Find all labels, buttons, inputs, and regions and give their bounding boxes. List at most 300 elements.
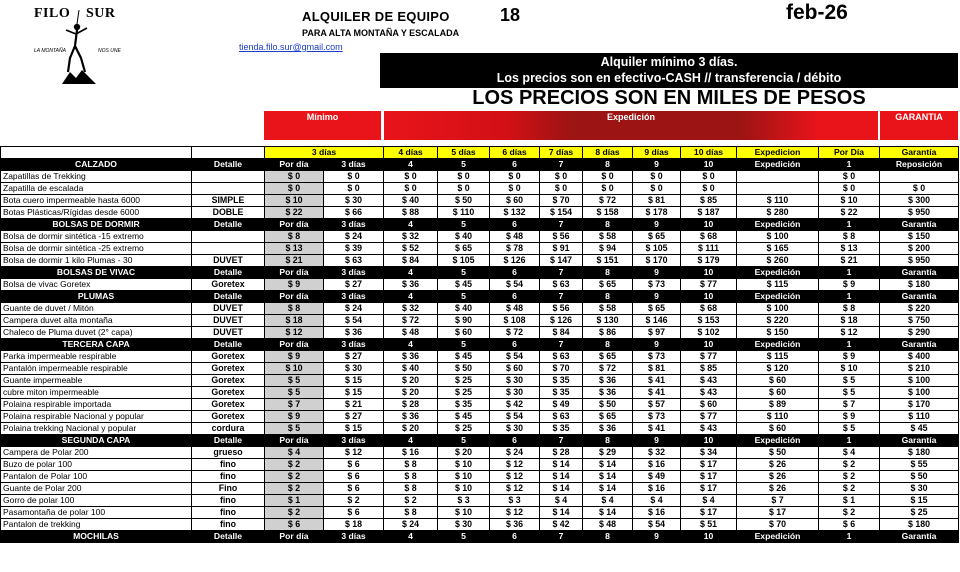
item-name: Pantalón impermeable respirable	[1, 363, 192, 375]
table-row	[1, 171, 959, 183]
price-cell: $ 73	[633, 279, 681, 291]
price-cell: $ 15	[324, 423, 384, 435]
price-cell: $ 110	[438, 207, 490, 219]
price-cell: $ 73	[633, 351, 681, 363]
price-cell: $ 9	[819, 351, 880, 363]
price-cell: $ 24	[324, 231, 384, 243]
price-cell: $ 180	[880, 279, 959, 291]
price-cell: $ 65	[633, 231, 681, 243]
category-header-cell: 7	[540, 435, 583, 447]
category-header-cell: Garantía	[880, 531, 959, 543]
price-per-day: $ 0	[265, 183, 324, 195]
price-per-day: $ 2	[265, 459, 324, 471]
price-cell: $ 60	[438, 327, 490, 339]
price-cell: $ 49	[540, 399, 583, 411]
item-detail: Goretex	[192, 375, 265, 387]
category-header-cell: Detalle	[192, 339, 265, 351]
price-cell: $ 40	[438, 231, 490, 243]
price-cell: $ 170	[633, 255, 681, 267]
category-title: BOLSAS DE DORMIR	[1, 219, 192, 231]
category-title: PLUMAS	[1, 291, 192, 303]
category-header-row	[1, 267, 959, 279]
price-cell: $ 60	[737, 423, 819, 435]
price-cell: $ 34	[681, 447, 737, 459]
price-cell: $ 20	[384, 387, 438, 399]
category-header-cell: Garantía	[880, 435, 959, 447]
price-cell: $ 18	[819, 315, 880, 327]
days-header-cell: 10 días	[681, 147, 737, 159]
category-header-cell: 4	[384, 219, 438, 231]
price-cell: $ 63	[324, 255, 384, 267]
item-detail: cordura	[192, 423, 265, 435]
price-cell: $ 24	[324, 303, 384, 315]
price-cell: $ 77	[681, 351, 737, 363]
price-cell: $ 0	[681, 183, 737, 195]
category-header-cell: 6	[490, 219, 540, 231]
price-cell: $ 10	[438, 459, 490, 471]
price-cell: $ 30	[490, 387, 540, 399]
category-header-cell: 7	[540, 267, 583, 279]
price-cell: $ 18	[324, 519, 384, 531]
price-cell: $ 3	[438, 495, 490, 507]
price-cell: $ 25	[438, 387, 490, 399]
price-cell: $ 43	[681, 375, 737, 387]
category-header-cell: Por día	[265, 531, 324, 543]
price-cell: $ 50	[438, 195, 490, 207]
price-cell: $ 400	[880, 351, 959, 363]
price-cell: $ 8	[384, 459, 438, 471]
notice-line-2: Los precios son en efectivo-CASH // transferencia / débito	[496, 71, 842, 85]
category-title: MOCHILAS	[1, 531, 192, 543]
category-header-cell: Expedición	[737, 291, 819, 303]
price-cell: $ 9	[819, 279, 880, 291]
category-header-cell: 7	[540, 159, 583, 171]
item-name: Parka impermeable respirable	[1, 351, 192, 363]
price-cell: $ 146	[633, 315, 681, 327]
item-name: Polaina respirable Nacional y popular	[1, 411, 192, 423]
price-cell: $ 7	[737, 495, 819, 507]
price-cell: $ 12	[490, 483, 540, 495]
category-header-cell: Detalle	[192, 159, 265, 171]
category-header-cell: 4	[384, 531, 438, 543]
item-detail: Goretex	[192, 411, 265, 423]
table-row	[1, 459, 959, 471]
price-cell: $ 63	[540, 351, 583, 363]
price-cell: $ 58	[583, 303, 633, 315]
category-header-cell: 7	[540, 339, 583, 351]
category-header-cell: 7	[540, 291, 583, 303]
price-cell: $ 200	[880, 243, 959, 255]
brand-logo	[34, 4, 128, 86]
category-header-cell: 3 días	[324, 159, 384, 171]
category-header-cell: Expedición	[737, 159, 819, 171]
days-header-cell: Expedicion	[737, 147, 819, 159]
price-cell: $ 179	[681, 255, 737, 267]
price-cell: $ 26	[737, 483, 819, 495]
price-cell: $ 4	[540, 495, 583, 507]
table-row	[1, 375, 959, 387]
item-detail: DUVET	[192, 303, 265, 315]
price-cell: $ 45	[438, 411, 490, 423]
item-name: Pantalon de trekking	[1, 519, 192, 531]
price-cell: $ 35	[540, 375, 583, 387]
table-row	[1, 519, 959, 531]
list-number: 18	[500, 5, 521, 25]
price-per-day: $ 9	[265, 411, 324, 423]
category-header-cell: 6	[490, 435, 540, 447]
price-cell: $ 54	[490, 351, 540, 363]
price-cell: $ 110	[737, 411, 819, 423]
price-cell: $ 40	[384, 195, 438, 207]
price-cell: $ 36	[324, 327, 384, 339]
category-header-cell: 4	[384, 159, 438, 171]
price-cell: $ 6	[324, 507, 384, 519]
price-cell: $ 35	[540, 423, 583, 435]
price-cell: $ 36	[384, 279, 438, 291]
category-header-cell: 10	[681, 159, 737, 171]
price-cell: $ 0	[633, 183, 681, 195]
category-header-cell: 8	[583, 435, 633, 447]
price-cell: $ 4	[633, 495, 681, 507]
logo-tagline-left: LA MONTAÑA	[34, 48, 66, 54]
price-cell: $ 35	[540, 387, 583, 399]
price-cell: $ 0	[384, 183, 438, 195]
price-cell: $ 165	[737, 243, 819, 255]
category-header-cell: Garantía	[880, 339, 959, 351]
days-header-cell: Por Día	[819, 147, 880, 159]
price-cell: $ 15	[324, 375, 384, 387]
category-header-cell: 9	[633, 159, 681, 171]
category-header-cell: Expedición	[737, 339, 819, 351]
price-cell: $ 63	[540, 411, 583, 423]
item-detail	[192, 183, 265, 195]
price-cell: $ 73	[633, 411, 681, 423]
category-header-cell: 9	[633, 219, 681, 231]
category-header-cell: Por día	[265, 267, 324, 279]
price-cell: $ 14	[540, 507, 583, 519]
price-cell: $ 0	[540, 171, 583, 183]
item-detail: fino	[192, 471, 265, 483]
item-name: Guante de Polar 200	[1, 483, 192, 495]
category-header-cell: Detalle	[192, 267, 265, 279]
price-cell: $ 10	[438, 471, 490, 483]
price-cell: $ 89	[737, 399, 819, 411]
price-cell: $ 42	[490, 399, 540, 411]
category-header-cell: Expedición	[737, 531, 819, 543]
price-cell: $ 78	[490, 243, 540, 255]
category-header-cell: 10	[681, 339, 737, 351]
category-header-cell: 4	[384, 339, 438, 351]
price-per-day: $ 0	[265, 171, 324, 183]
price-cell: $ 17	[681, 471, 737, 483]
price-cell: $ 30	[324, 195, 384, 207]
price-cell: $ 48	[490, 231, 540, 243]
price-cell: $ 10	[819, 195, 880, 207]
table-row	[1, 315, 959, 327]
category-header-row	[1, 219, 959, 231]
price-cell: $ 68	[681, 303, 737, 315]
price-cell: $ 49	[633, 471, 681, 483]
price-cell: $ 0	[438, 171, 490, 183]
price-cell: $ 6	[324, 459, 384, 471]
price-cell: $ 24	[490, 447, 540, 459]
price-per-day: $ 12	[265, 327, 324, 339]
price-cell: $ 126	[540, 315, 583, 327]
price-cell: $ 21	[324, 399, 384, 411]
price-cell: $ 36	[490, 519, 540, 531]
price-per-day: $ 6	[265, 519, 324, 531]
price-cell: $ 35	[438, 399, 490, 411]
item-name: Zapatilla de escalada	[1, 183, 192, 195]
price-per-day: $ 5	[265, 423, 324, 435]
price-cell: $ 14	[540, 459, 583, 471]
price-cell: $ 4	[819, 447, 880, 459]
table-row	[1, 243, 959, 255]
category-header-cell: 9	[633, 435, 681, 447]
price-cell: $ 100	[880, 387, 959, 399]
price-cell: $ 50	[737, 447, 819, 459]
item-name: Campera duvet alta montaña	[1, 315, 192, 327]
price-per-day: $ 10	[265, 363, 324, 375]
category-header-cell: 5	[438, 267, 490, 279]
price-cell	[880, 171, 959, 183]
category-header-cell: Por día	[265, 159, 324, 171]
table-row	[1, 183, 959, 195]
days-header-cell: 4 días	[384, 147, 438, 159]
category-header-cell: 3 días	[324, 267, 384, 279]
item-detail: DUVET	[192, 327, 265, 339]
price-cell: $ 30	[490, 423, 540, 435]
category-header-cell: 5	[438, 291, 490, 303]
category-header-cell: 7	[540, 531, 583, 543]
price-per-day: $ 9	[265, 279, 324, 291]
price-cell: $ 86	[583, 327, 633, 339]
days-header-cell: 3 días	[265, 147, 384, 159]
item-name: Buzo de polar 100	[1, 459, 192, 471]
table-row	[1, 255, 959, 267]
price-cell: $ 180	[880, 447, 959, 459]
category-header-cell: 3 días	[324, 435, 384, 447]
logo-tagline-right: NOS UNE	[98, 48, 121, 54]
price-cell: $ 58	[583, 231, 633, 243]
category-header-row	[1, 339, 959, 351]
category-header-cell: 8	[583, 219, 633, 231]
days-header-cell: Garantía	[880, 147, 959, 159]
days-header-blank	[192, 147, 265, 159]
price-cell: $ 36	[583, 387, 633, 399]
price-cell: $ 91	[540, 243, 583, 255]
category-header-cell: 4	[384, 267, 438, 279]
price-per-day: $ 2	[265, 507, 324, 519]
price-cell: $ 29	[583, 447, 633, 459]
price-cell: $ 115	[737, 351, 819, 363]
category-header-cell: 10	[681, 531, 737, 543]
price-cell: $ 4	[681, 495, 737, 507]
item-detail: Goretex	[192, 363, 265, 375]
price-cell: $ 2	[819, 471, 880, 483]
days-header-cell: 6 días	[490, 147, 540, 159]
days-header-blank	[1, 147, 192, 159]
item-detail: Goretex	[192, 351, 265, 363]
price-cell: $ 81	[633, 195, 681, 207]
category-header-cell: Por día	[265, 339, 324, 351]
price-cell: $ 94	[583, 243, 633, 255]
table-row	[1, 483, 959, 495]
price-cell: $ 150	[737, 327, 819, 339]
item-detail: Fino	[192, 483, 265, 495]
price-cell: $ 111	[681, 243, 737, 255]
price-cell: $ 41	[633, 423, 681, 435]
category-title: BOLSAS DE VIVAC	[1, 267, 192, 279]
category-header-cell: 5	[438, 531, 490, 543]
price-per-day: $ 5	[265, 375, 324, 387]
price-cell: $ 30	[490, 375, 540, 387]
price-cell: $ 178	[633, 207, 681, 219]
price-cell: $ 56	[540, 231, 583, 243]
item-name: Botas Plásticas/Rígidas desde 6000	[1, 207, 192, 219]
price-cell: $ 72	[384, 315, 438, 327]
price-per-day: $ 21	[265, 255, 324, 267]
price-cell: $ 45	[438, 351, 490, 363]
table-row	[1, 363, 959, 375]
price-cell: $ 54	[633, 519, 681, 531]
currency-notice: LOS PRECIOS SON EN MILES DE PESOS	[472, 87, 866, 109]
price-cell: $ 0	[324, 171, 384, 183]
price-cell: $ 85	[681, 363, 737, 375]
price-cell: $ 57	[633, 399, 681, 411]
price-cell: $ 32	[384, 303, 438, 315]
item-detail: Goretex	[192, 387, 265, 399]
price-cell: $ 41	[633, 387, 681, 399]
price-cell: $ 16	[384, 447, 438, 459]
price-cell: $ 65	[583, 411, 633, 423]
price-cell: $ 84	[540, 327, 583, 339]
price-cell: $ 50	[880, 471, 959, 483]
price-cell: $ 36	[384, 411, 438, 423]
price-cell: $ 16	[633, 483, 681, 495]
price-cell: $ 110	[880, 411, 959, 423]
price-cell: $ 0	[583, 171, 633, 183]
price-cell: $ 6	[819, 519, 880, 531]
price-cell: $ 45	[880, 423, 959, 435]
table-row	[1, 495, 959, 507]
item-name: Gorro de polar 100	[1, 495, 192, 507]
category-header-cell: 5	[438, 159, 490, 171]
price-cell: $ 32	[633, 447, 681, 459]
price-cell: $ 21	[819, 255, 880, 267]
price-cell: $ 32	[384, 231, 438, 243]
price-cell: $ 72	[583, 195, 633, 207]
category-header-cell: 6	[490, 291, 540, 303]
category-header-cell: 5	[438, 435, 490, 447]
price-per-day: $ 10	[265, 195, 324, 207]
price-cell: $ 70	[540, 363, 583, 375]
days-header-cell: 8 días	[583, 147, 633, 159]
price-cell: $ 14	[583, 483, 633, 495]
item-name: Bolsa de dormir 1 kilo Plumas - 30	[1, 255, 192, 267]
price-per-day: $ 9	[265, 351, 324, 363]
category-header-cell: Reposición	[880, 159, 959, 171]
category-header-cell: Detalle	[192, 435, 265, 447]
item-name: Bolsa de dormir sintética -25 extremo	[1, 243, 192, 255]
price-cell: $ 300	[880, 195, 959, 207]
price-cell: $ 25	[438, 423, 490, 435]
item-name: Bolsa de dormir sintética -15 extremo	[1, 231, 192, 243]
price-cell: $ 65	[583, 351, 633, 363]
table-row	[1, 471, 959, 483]
category-header-cell: 8	[583, 339, 633, 351]
price-cell: $ 68	[681, 231, 737, 243]
price-cell: $ 54	[324, 315, 384, 327]
price-cell: $ 0	[540, 183, 583, 195]
price-cell: $ 43	[681, 387, 737, 399]
price-cell: $ 56	[540, 303, 583, 315]
price-cell: $ 154	[540, 207, 583, 219]
price-cell: $ 40	[384, 363, 438, 375]
price-cell: $ 126	[490, 255, 540, 267]
price-cell: $ 28	[540, 447, 583, 459]
item-name: Chaleco de Pluma duvet (2° capa)	[1, 327, 192, 339]
item-name: Polaina trekking Nacional y popular	[1, 423, 192, 435]
price-cell: $ 40	[438, 303, 490, 315]
price-cell: $ 4	[583, 495, 633, 507]
price-cell: $ 12	[490, 507, 540, 519]
email-link[interactable]: tienda.filo.sur@gmail.com	[239, 42, 343, 52]
category-header-cell: 1	[819, 339, 880, 351]
price-cell: $ 20	[384, 423, 438, 435]
price-cell: $ 120	[737, 363, 819, 375]
price-cell: $ 0	[490, 183, 540, 195]
price-cell: $ 2	[819, 459, 880, 471]
price-cell: $ 43	[681, 423, 737, 435]
price-cell: $ 5	[819, 387, 880, 399]
price-cell: $ 130	[583, 315, 633, 327]
price-cell: $ 97	[633, 327, 681, 339]
price-cell: $ 8	[384, 483, 438, 495]
category-header-cell: 9	[633, 339, 681, 351]
price-per-day: $ 8	[265, 231, 324, 243]
price-cell: $ 9	[819, 411, 880, 423]
price-cell: $ 30	[324, 363, 384, 375]
price-cell: $ 7	[819, 399, 880, 411]
item-detail: Goretex	[192, 279, 265, 291]
group-expedicion: Expedición	[384, 111, 878, 140]
price-cell: $ 13	[819, 243, 880, 255]
category-header-cell: 4	[384, 435, 438, 447]
item-name: Guante impermeable	[1, 375, 192, 387]
item-name: Pantalon de Polar 100	[1, 471, 192, 483]
item-detail: fino	[192, 459, 265, 471]
price-cell: $ 100	[880, 375, 959, 387]
item-detail: fino	[192, 507, 265, 519]
category-header-cell: 3 días	[324, 531, 384, 543]
category-header-cell: 6	[490, 159, 540, 171]
price-cell: $ 50	[438, 363, 490, 375]
item-name: Bolsa de vivac Goretex	[1, 279, 192, 291]
price-cell: $ 26	[737, 471, 819, 483]
price-cell: $ 50	[583, 399, 633, 411]
price-cell: $ 158	[583, 207, 633, 219]
table-row	[1, 423, 959, 435]
price-cell: $ 950	[880, 255, 959, 267]
table-row	[1, 303, 959, 315]
price-cell: $ 36	[583, 423, 633, 435]
category-header-cell: 3 días	[324, 339, 384, 351]
price-cell: $ 14	[540, 483, 583, 495]
price-cell: $ 65	[438, 243, 490, 255]
table-row	[1, 411, 959, 423]
price-cell: $ 280	[737, 207, 819, 219]
